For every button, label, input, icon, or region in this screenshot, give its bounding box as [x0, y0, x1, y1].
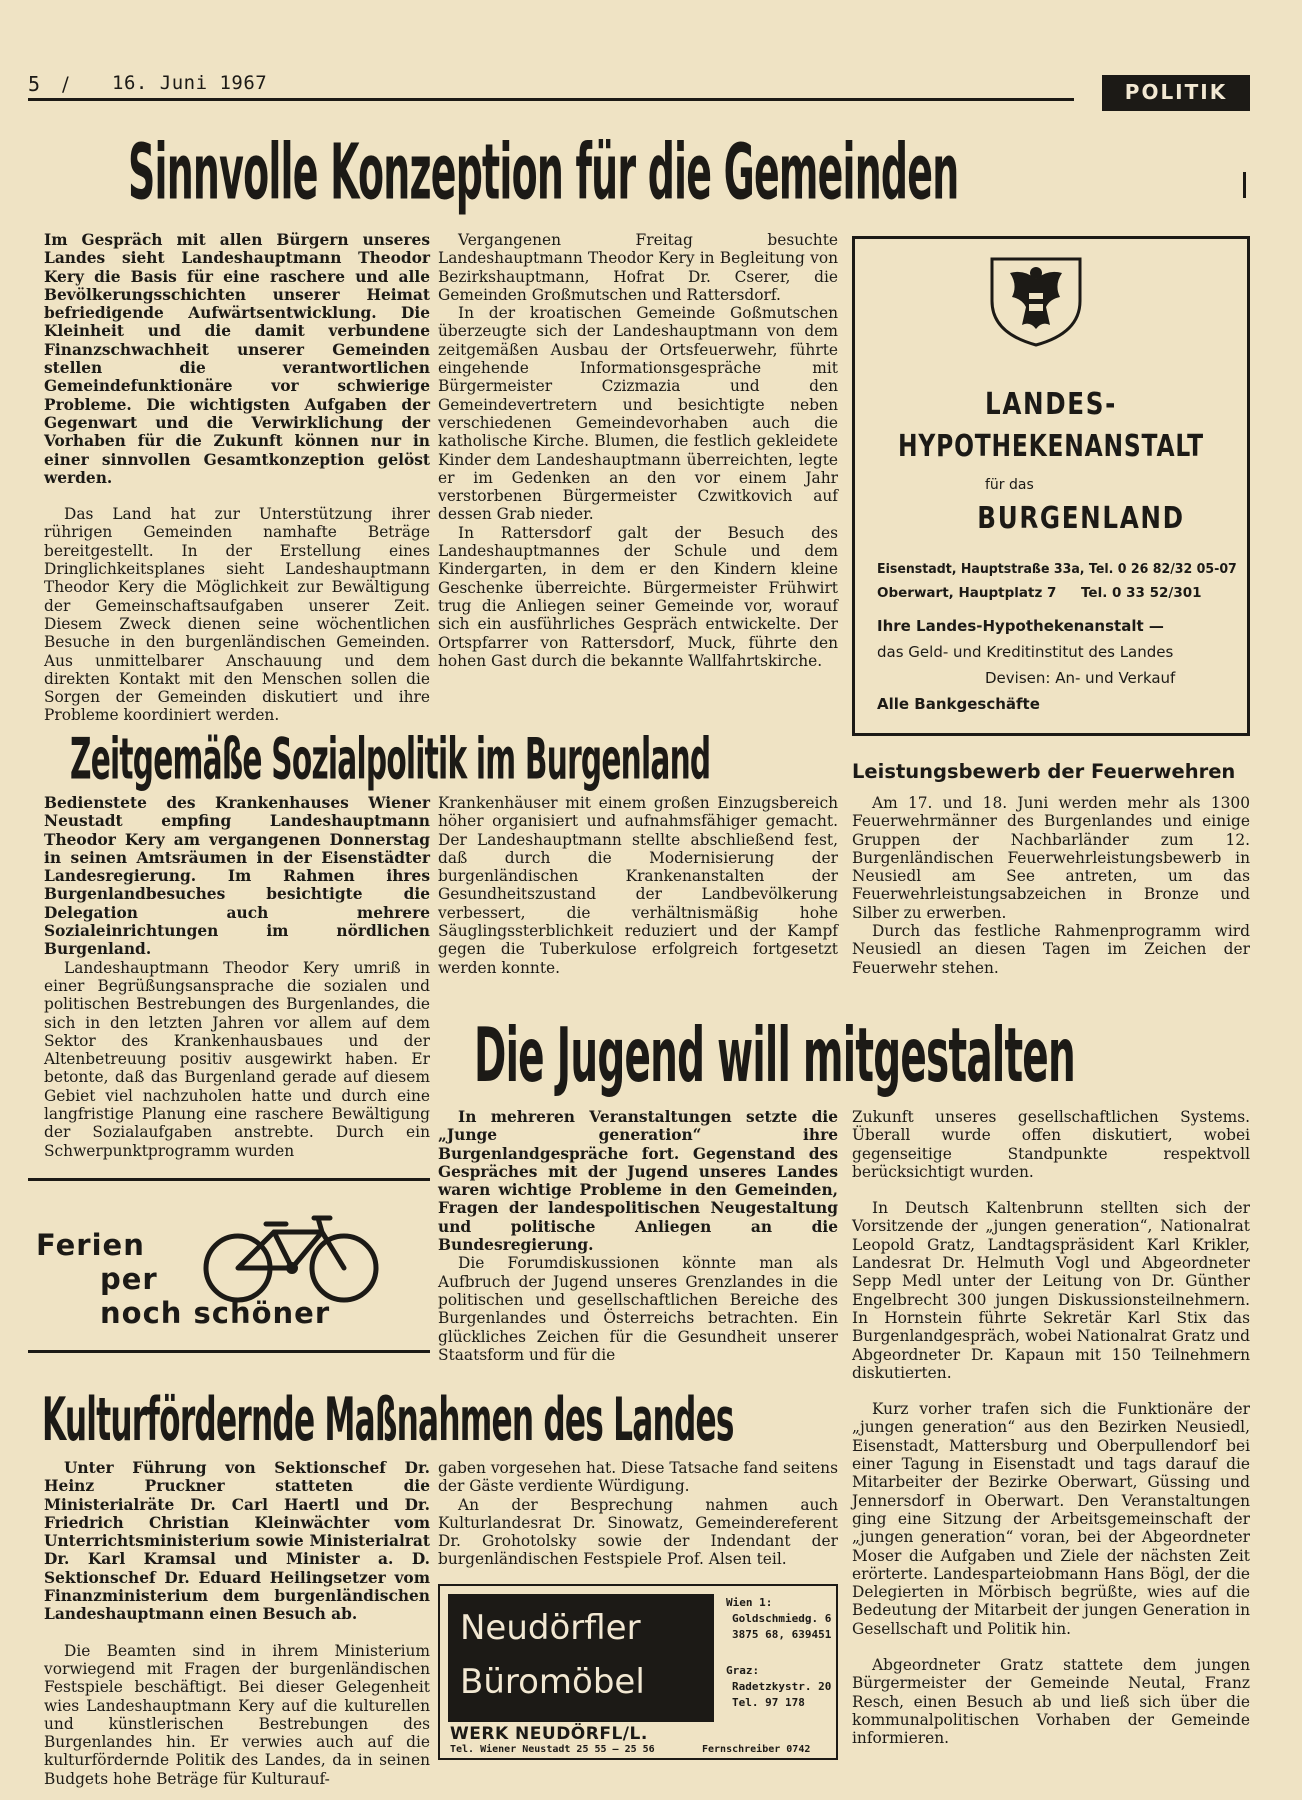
konzeption-headline: Sinnvolle Konzeption für die Gemeinden — [128, 128, 959, 218]
bank-address-2-tel: Tel. 0 33 52/301 — [1081, 585, 1202, 601]
kultur-p3: An der Besprechung nahmen auch Kulturlandesrat Dr. Sinowatz, Gemeindereferent Dr. Grohotolsky sowie der Indendant der burgenländischen Festspiele Prof. Alsen teil. — [438, 1495, 838, 1569]
jugend-col1 — [438, 1108, 838, 1364]
kultur-col1 — [44, 1459, 430, 1788]
konzeption-headline-wrap — [128, 128, 1179, 218]
ferien-ad — [28, 1190, 432, 1338]
kultur-col2 — [438, 1459, 838, 1569]
sozialpolitik-lead: Bedienstete des Krankenhauses Wiener Neustadt empfing Landeshauptmann Theodor Kery am vergangenen Donnerstag in seinen Amtsräumen in der Eisenstädter Landesregierung. Im Rahmen ihres Burgenlandbesuches besichtigte die Delegation auch mehrere Sozialeinrichtungen im nördlichen Burgenland. — [44, 794, 430, 959]
konzeption-p2: Vergangenen Freitag besuchte Landeshauptmann Theodor Kery in Begleitung von Bezirkshauptmann, Hofrat Dr. Cserer, die Gemeinden Großmutschen und Rattersdorf. — [438, 231, 838, 304]
konzeption-bracket — [1243, 172, 1246, 198]
bank-slogan-2: das Geld- und Kreditinstitut des Landes — [877, 643, 1174, 661]
jugend-lead: In mehreren Veranstaltungen setzte die „Junge generation“ ihre Burgenlandgespräche fort. Gegenstand des Gespräches mit der Jugend unseres Landes waren wichtige Probleme in den Gemeinden, Fragen der landespolitischen Neugestaltung und politische Anliegen an die Bundesregierung. — [438, 1108, 838, 1255]
ferien-ad-rule-top — [28, 1178, 430, 1181]
kultur-p2: gaben vorgesehen hat. Diese Tatsache fand seitens der Gäste verdiente Würdigung. — [438, 1459, 838, 1496]
bank-for: für das — [985, 477, 1034, 493]
jugend-p3: In Deutsch Kaltenbrunn stellten sich der Vorsitzende der „jungen generation“, Nationalrat Leopold Gratz, Landtagspräsident Karl Krikler, Landesrat Dr. Helmuth Vogl und Abgeordneter Sepp Medl unter der Leitung von Dr. Günther Engelbrecht 300 jungen Diskussionsteilnehmern. In Hornstein führte Sekretär Karl Stix das Burgenlandgespräch, wobei Nationalrat Gratz und Abgeordneter Dr. Kapaun mit 150 Teilnehmern diskutierten. — [852, 1199, 1250, 1382]
sozialpolitik-headline-wrap — [70, 726, 891, 792]
moebel-wien-tel: 3875 68, 639451 — [732, 1628, 832, 1641]
page-header — [28, 68, 1068, 108]
konzeption-col1 — [44, 231, 430, 725]
section-label — [1102, 75, 1250, 111]
jugend-p5: Abgeordneter Gratz stattete dem jungen Bürgermeister der Gemeinde Neutal, Franz Resch, einen Besuch ab und ließ sich über die kommunalpolitischen Vorhaben der Gemeinde informieren. — [852, 1656, 1250, 1748]
jugend-p1: Die Forumdiskussionen könnte man als Aufbruch der Jugend unseres Grenzlandes in die politischen und gesellschaftlichen Bereiche des Burgenlandes und Österreichs betrachten. Ein glückliches Zeichen für die Gesundheit unserer Staatsform und für die — [438, 1254, 838, 1364]
sozialpolitik-col2 — [438, 794, 838, 977]
kultur-headline: Kulturfördernde Maßnahmen des Landes — [42, 1386, 734, 1455]
konzeption-col2 — [438, 231, 838, 670]
coat-of-arms-icon — [988, 255, 1084, 347]
sozialpolitik-p2: Krankenhäuser mit einem großen Einzugsbereich höher organisiert und aufnahmsfähiger gemacht. Der Landeshauptmann stellte abschließend fest, daß durch die Modernisierung der burgenländischen Krankenanstalten der Gesundheitszustand der Landbevölkerung verbessert, die verhältnismäßig hohe Säuglingssterblichkeit reduziert und der Kampf gegen die Tuberkulose erfolgreich fortgesetzt werden konnte. — [438, 794, 838, 977]
moebel-name-1: Neudörfler — [460, 1608, 641, 1648]
ferien-line1: Ferien — [36, 1228, 145, 1262]
sozialpolitik-headline: Zeitgemäße Sozialpolitik im Burgenland — [70, 726, 711, 792]
header-separator: / — [62, 72, 69, 96]
feuerwehren-p2: Durch das festliche Rahmenprogramm wird Neusiedl an diesen Tagen im Zeichen der Feuerwehr stehen. — [852, 922, 1250, 977]
moebel-tel: Tel. Wiener Neustadt 25 55 — 25 56 — [450, 1744, 655, 1755]
bank-slogan-1: Ihre Landes-Hypothekenanstalt — — [877, 617, 1164, 635]
bicycle-icon — [200, 1208, 382, 1306]
jugend-p2: Zukunft unseres gesellschaftlichen Systems. Überall wurde offen diskutiert, wobei gegenseitige Standpunkte respektvoll berücksichtigt wurden. — [852, 1108, 1250, 1181]
section-label-text: POLITIK — [1124, 80, 1228, 104]
ferien-line2: per — [100, 1262, 158, 1296]
page-number: 5 — [28, 72, 41, 96]
kultur-p1: Die Beamten sind in ihrem Ministerium vorwiegend mit Fragen der burgenländischen Festspiele beschäftigt. Bei dieser Gelegenheit wies Landeshauptmann Kery auf die kulturellen und künstlerischen Bestrebungen des Burgenlandes hin. Er verwies auch auf die kulturfördernde Politik des Landes, da in seinen Budgets hohe Beträge für Kulturauf- — [44, 1641, 430, 1788]
bank-ad — [852, 236, 1250, 736]
feuerwehren-p1: Am 17. und 18. Juni werden mehr als 1300 Feuerwehrmänner des Burgenlandes und einige Gruppen der Nachbarländer zum 12. Burgenländischen Feuerwehrleistungsbewerb in Neusiedl am See antreten, um das Feuerwehrleistungsabzeichen in Bronze und Silber zu erwerben. — [852, 794, 1250, 922]
sozialpolitik-col1 — [44, 794, 430, 1160]
bank-region: BURGENLAND — [977, 501, 1185, 536]
feuerwehren-headline: Leistungsbewerb der Feuerwehren — [852, 760, 1236, 783]
konzeption-p4: In Rattersdorf galt der Besuch des Landeshauptmannes der Schule und dem Kindergarten, in dem er den Kindern kleine Geschenke überreichte. Bürgermeister Frühwirt trug die Anliegen seiner Gemeinde vor, worauf sich ein ausführliches Gespräch entwickelte. Der Ortspfarrer von Rattersdorf, Muck, führte den hohen Gast durch die bekannte Wallfahrtskirche. — [438, 523, 838, 670]
bank-name-line1: LANDES- — [985, 387, 1117, 422]
moebel-wien-street: Goldschmiedg. 6 — [732, 1612, 832, 1625]
moebel-name-box — [448, 1594, 714, 1722]
bank-slogan-4: Alle Bankgeschäfte — [877, 695, 1040, 713]
moebel-werk: WERK NEUDÖRFL/L. — [450, 1724, 648, 1744]
bank-name-line2: HYPOTHEKENANSTALT — [898, 429, 1204, 464]
jugend-headline-wrap — [474, 1012, 1244, 1099]
sozialpolitik-p1: Landeshauptmann Theodor Kery umriß in einer Begrüßungsansprache die sozialen und politischen Bestrebungen des Burgenlandes, die sich in den letzten Jahren vor allem auf dem Sektor des Krankenhausbaues und der Altenbetreuung positiv ausgewirkt haben. Er betonte, daß das Burgenland gerade auf diesem Gebiet viel nachzuholen hatte und durch eine langfristige Planung eine raschere Bewältigung der Sozialaufgaben anstrebte. Durch ein Schwerpunktprogramm wurden — [44, 958, 430, 1160]
kultur-headline-wrap — [42, 1386, 929, 1455]
jugend-p4: Kurz vorher trafen sich die Funktionäre der „jungen generation“ aus den Bezirken Neusiedl, Eisenstadt, Mattersburg und Oberpullendorf bei einer Tagung in Eisenstadt und tags darauf die Mitarbeiter der Bezirke Oberwart, Güssing und Jennersdorf in Oberwart. Den Veranstaltungen ging eine Sitzung der Arbeitsgemeinschaft der „jungen generation“ voran, bei der Abgeordneter Moser die Aufgaben und Ziele der nächsten Zeit erörterte. Landesparteiobmann Hans Bögl, der die Delegierten in Mörbisch begrüßte, wies auf die Bedeutung der Mitarbeit der jungen Generation in Gesellschaft und Politik hin. — [852, 1400, 1250, 1638]
konzeption-lead: Im Gespräch mit allen Bürgern unseres Landes sieht Landeshauptmann Theodor Kery die Basis für eine raschere und alle Bevölkerungsschichten unserer Heimat befriedigende Aufwärtsentwicklung. Die Kleinheit und die damit verbundene Finanzschwachheit unserer Gemeinden stellen die verantwortlichen Gemeindefunktionäre vor schwierige Probleme. Die wichtigsten Aufgaben der Gegenwart und die Verwirklichung der Vorhaben für die Zukunft können nur in einer sinnvollen Gesamtkonzeption gelöst werden. — [44, 231, 430, 487]
jugend-headline: Die Jugend will mitgestalten — [474, 1012, 1075, 1099]
bank-slogan-3: Devisen: An- und Verkauf — [985, 669, 1176, 687]
moebel-name-2: Büromöbel — [460, 1662, 645, 1702]
issue-date: 16. Juni 1967 — [112, 72, 268, 94]
moebel-graz-label: Graz: — [726, 1664, 760, 1677]
bank-address-2: Oberwart, Hauptplatz 7 — [877, 585, 1057, 601]
moebel-ad — [438, 1584, 838, 1760]
moebel-fs: Fernschreiber 0742 — [702, 1744, 811, 1755]
konzeption-p3: In der kroatischen Gemeinde Goßmutschen überzeugte sich der Landeshauptmann von dem zeitgemäßen Ausbau der Ortsfeuerwehr, führte eingehende Informationsgespräche mit Bürgermeister Czizmazia und den Gemeindevertretern und besichtigte neben verschiedenen Gemeindevorhaben auch die katholische Kirche. Blumen, die festlich gekleidete Kinder dem Landeshauptmann überreichten, legte er im Gedenken an den vor einem Jahr verstorbenen Bürgermeister Czwitkovich auf dessen Grab nieder. — [438, 304, 838, 524]
ferien-line3: noch schöner — [100, 1296, 331, 1330]
header-rule — [28, 98, 1074, 101]
konzeption-p1: Das Land hat zur Unterstützung ihrer rührigen Gemeinden namhafte Beträge bereitgestellt. In der Erstellung eines Dringlichkeitsplanes sieht Landeshauptmann Theodor Kery die Möglichkeit zur Bewältigung der Gemeinschaftsaufgaben unserer Zeit. Diesem Zweck dienen seine wöchentlichen Besuche in den burgenländischen Gemeinden. Aus unmittelbarer Anschauung und dem direkten Kontakt mit den Menschen sollen die Sorgen der Gemeinden diskutiert und ihre Probleme koordiniert werden. — [44, 505, 430, 725]
moebel-graz-tel: Tel. 97 178 — [732, 1696, 805, 1709]
moebel-graz-street: Radetzkystr. 20 — [732, 1680, 832, 1693]
bank-address-1: Eisenstadt, Hauptstraße 33a, Tel. 0 26 82/32 05-07 — [877, 561, 1237, 577]
kultur-lead: Unter Führung von Sektionschef Dr. Heinz Pruckner statteten die Ministerialräte Dr. Carl Haertl und Dr. Friedrich Christian Kleinwächter vom Unterrichtsministerium sowie Ministerialrat Dr. Karl Kramsal und Minister a. D. Sektionschef Dr. Eduard Heilingsetzer vom Finanzministerium dem burgenländischen Landeshauptmann einen Besuch ab. — [44, 1459, 430, 1624]
feuerwehren-body — [852, 794, 1250, 977]
ferien-ad-rule-bottom — [28, 1350, 430, 1353]
moebel-wien-label: Wien 1: — [726, 1596, 773, 1609]
